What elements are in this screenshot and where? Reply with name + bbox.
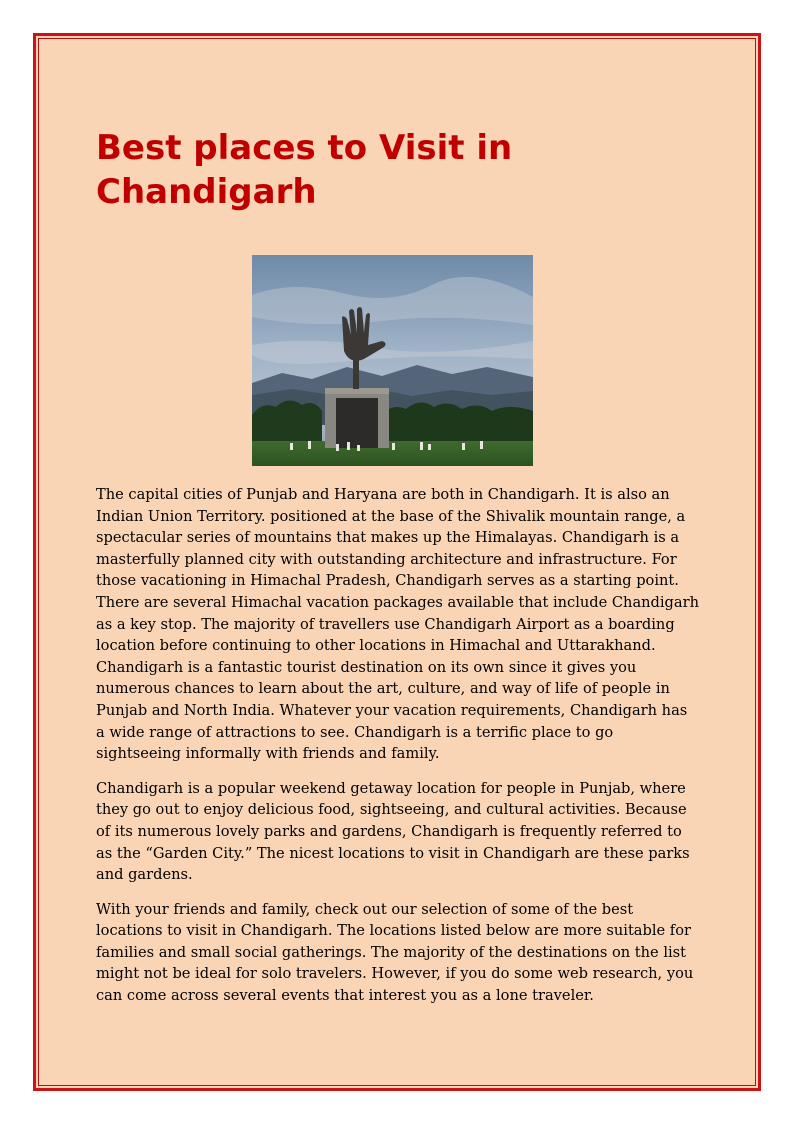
- paragraph-3: With your friends and family, check out our selection of some of the best locations to visit in Chandigarh. The locations listed below are more suitable for families and small social gatherings. The majority of the destinations on the list might not be ideal for solo travelers. However, if you do some web research, you can come across several events that interest you as a lone traveler.: [96, 900, 694, 1005]
- paragraph-1: The capital cities of Punjab and Haryana are both in Chandigarh. It is also an Indian Union Territory. positioned at the base of the Shivalik mountain range, a spectacular series of mountains that makes up the Himalayas. Chandigarh is a masterfully planned city with outstanding architecture and infrastructure. For those vacationing in Himachal Pradesh, Chandigarh serves as a starting point. There are several Himachal vacation packages available that include Chandigarh as a key stop. The majority of travellers use Chandigarh Airport as a boarding location before continuing to other locations in Himachal and Uttarakhand. Chandigarh is a fantastic tourist destination on its own since it gives you numerous chances to learn about the art, culture, and way of life of people in Punjab and North India. Whatever your vacation requirements, Chandigarh has a wide range of attractions to see. Chandigarh is a terrific place to go sightseeing informally with friends and family.: [96, 486, 699, 763]
- page-title: Best places to Visit in Chandigarh: [96, 128, 513, 212]
- paragraph-2: Chandigarh is a popular weekend getaway location for people in Punjab, where they go out to enjoy delicious food, sightseeing, and cultural activities. Because of its numerous lovely parks and gardens, Chandigarh is frequently referred to as the “Garden City.” The nicest locations to visit in Chandigarh are these parks and gardens.: [96, 779, 690, 884]
- article-body: [96, 484, 700, 1020]
- open-hand-monument-photo: [252, 255, 533, 466]
